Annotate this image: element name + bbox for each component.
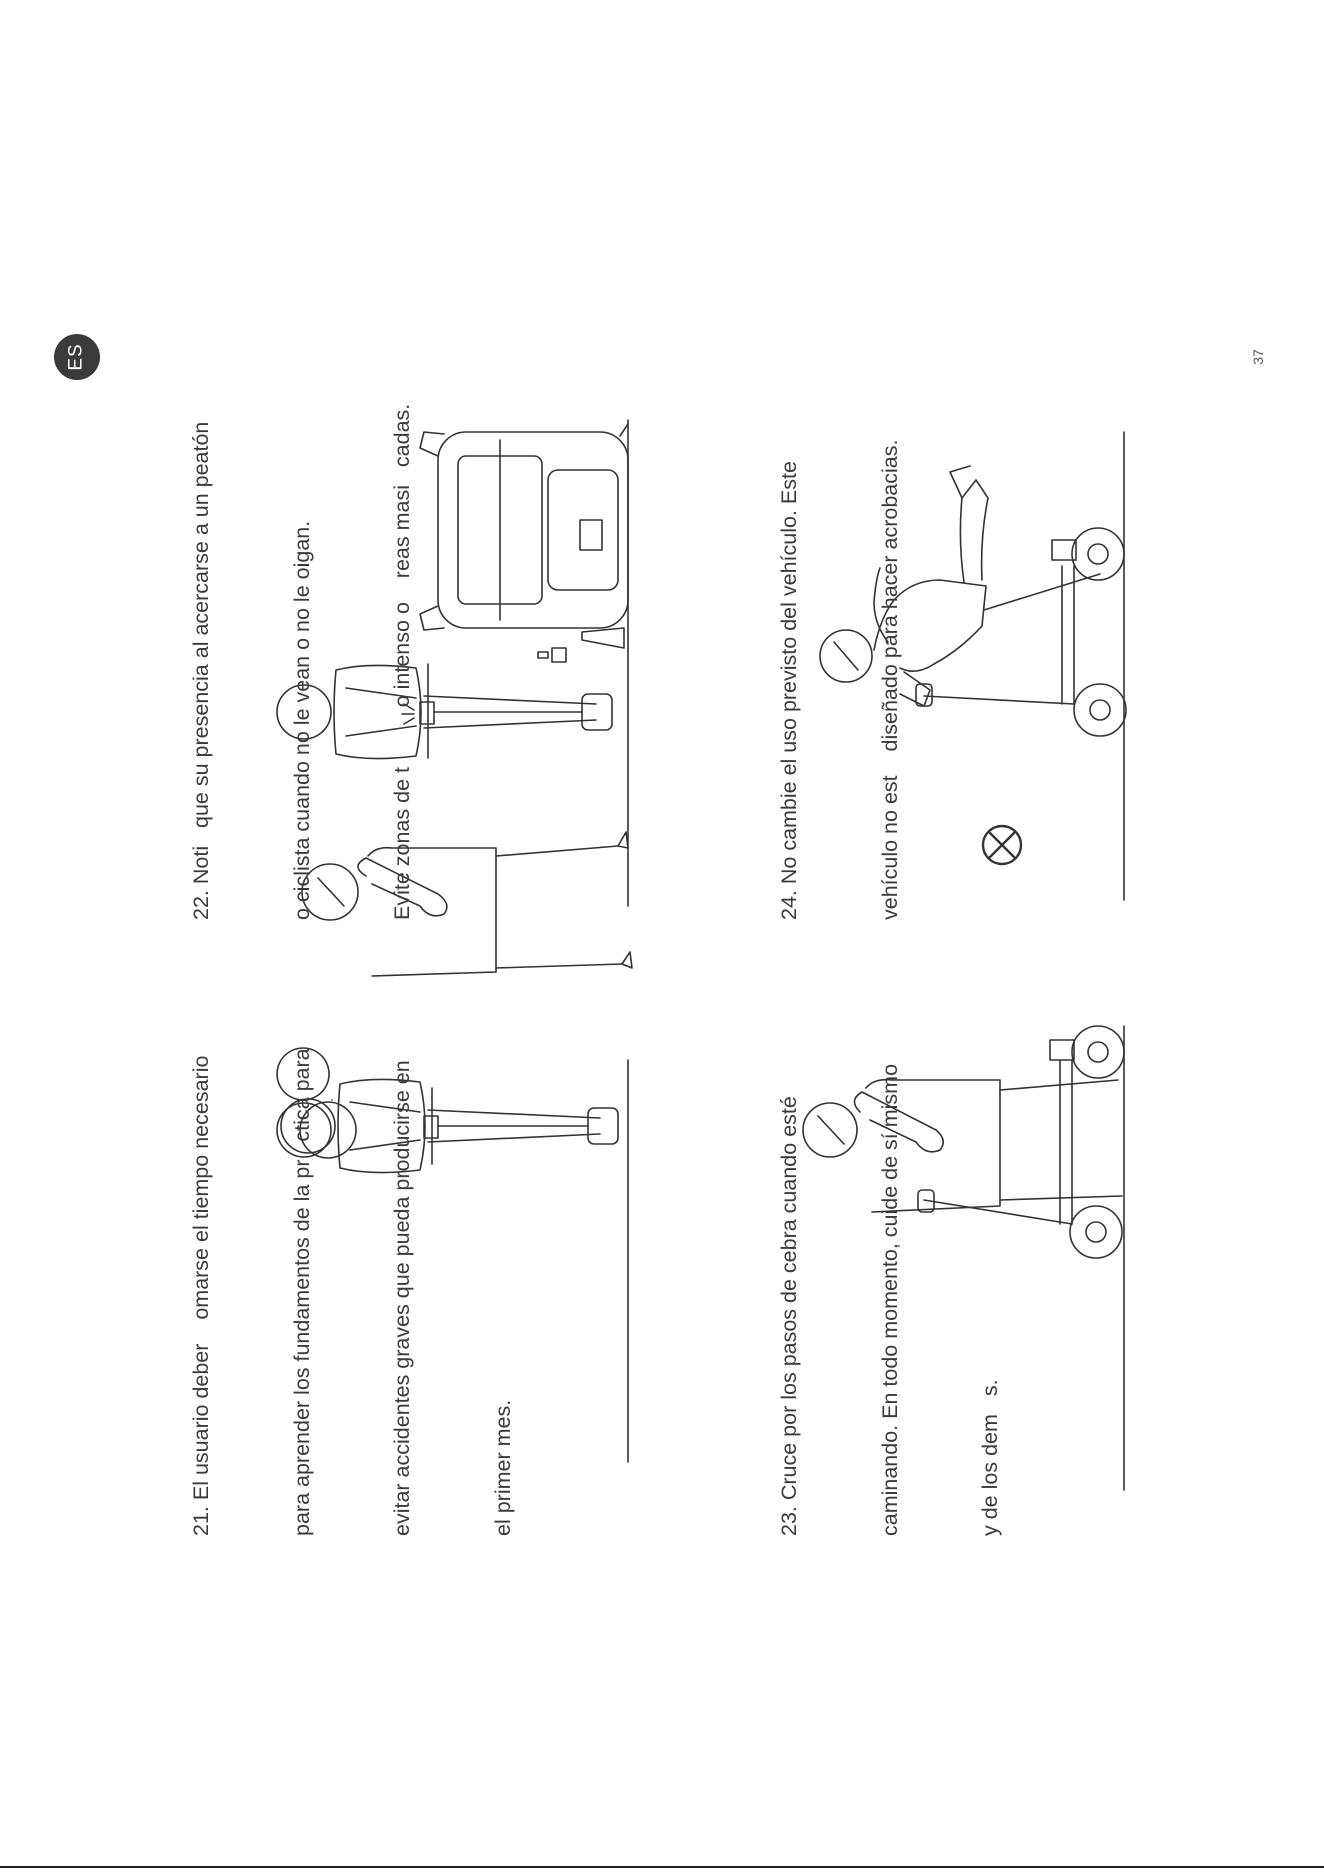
text-line: el primer mes. [490, 1399, 515, 1536]
text-line: 21. El usuario deber omarse el tiempo necesario [189, 1055, 213, 1536]
instruction-23 [706, 1064, 1041, 1536]
text-line: vehículo no est diseñado para hacer acrobacias. [877, 439, 902, 920]
language-badge [54, 334, 100, 380]
instruction-21 [118, 1048, 554, 1536]
text-line: 24. No cambie el uso previsto del vehículo. Este [777, 461, 801, 920]
text-line: caminando. En todo momento, cuide de sí mismo [877, 1063, 902, 1536]
text-line: y de los dem s. [978, 1379, 1002, 1536]
instruction-22 [118, 404, 453, 920]
text-line: o ciclista cuando no le vean o no le oigan. [289, 520, 314, 920]
text-line: Evite zonas de t o intenso o reas masi cadas. [390, 403, 414, 920]
text-line: 22. Noti que su presencia al acercarse a un peatón [189, 421, 213, 920]
language-badge-label: ES [65, 343, 87, 371]
bottom-rule [0, 1866, 1324, 1868]
page-number: 37 [1250, 349, 1266, 365]
instruction-24 [706, 440, 941, 920]
text-line: 23. Cruce por los pasos de cebra cuando esté [777, 1096, 801, 1536]
prohibited-icon [983, 826, 1021, 864]
text-line: para aprender los fundamentos de la pr ctica para [289, 1048, 314, 1536]
text-line: evitar accidentes graves que pueda producirse en [390, 1060, 414, 1536]
